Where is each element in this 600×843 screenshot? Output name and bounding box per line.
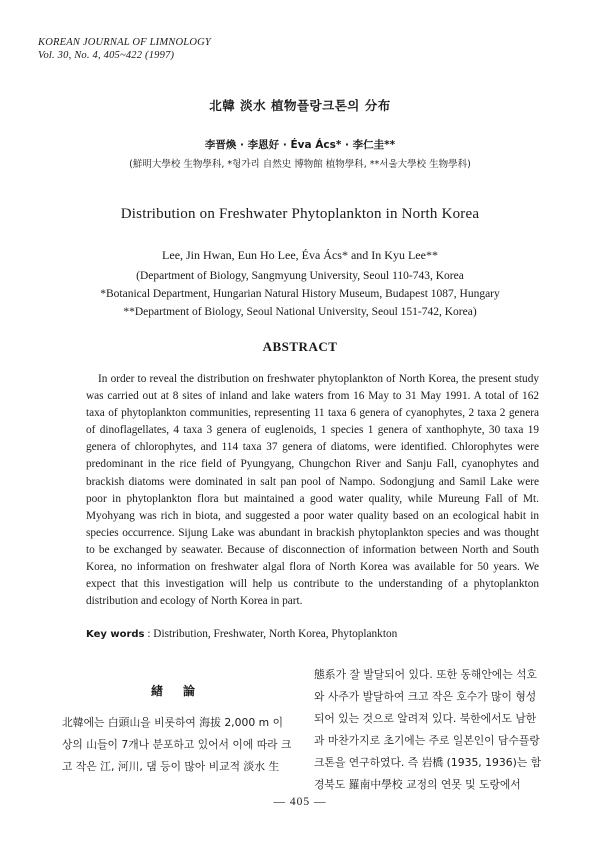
english-authors: Lee, Jin Hwan, Eun Ho Lee, Éva Ács* and In Kyu Lee** <box>162 248 438 262</box>
text-line: 상의 山들이 7개나 분포하고 있어서 이에 따라 크 <box>62 738 292 751</box>
affiliation-line: **Department of Biology, Seoul National University, Seoul 151-742, Korea) <box>123 306 477 318</box>
text-line: 크톤을 연구하였다. 즉 岩橋 (1935, 1936)는 함 <box>314 756 542 769</box>
korean-authors: 李晋煥 · 李恩好 · Éva Ács* · 李仁圭** <box>204 139 396 151</box>
abstract-body: In order to reveal the distribution on freshwater phytoplankton of North Korea, the present study was carried out at 8 sites of inland and lake waters from 16 May to 31 May 1991. A total of 162 taxa of phytoplankton communities, representing 11 taxa 6 genera of cyanophytes, 2 taxa 2 genera of dinoflagellates, 4 taxa 3 genera of euglenoids, 1 species 1 genera of xanthophyte, 30 taxa 19 genera of chlorophytes, and 114 taxa 37 genera of diatoms, were identified. Chlorophytes were predominant in the rice field of Pyungyang, Chungchon River and Sanju Fall, cyanophytes and brackish diatoms were dominated in salt pan pool of Nampo. Sodongjung and Samil Lake were poor in phytoplankton flora but maintained a good water quality, while Mureung Fall of Mt. Myohyang was rich in biota, and suggested a poor water quality based on an ecological habit in species occurrence. Sijung Lake was abundant in brackish phytoplankton species and was thought to be exchanged by seawater. Because of disconnection of information between North and South Korea, no information on freshwater algal flora of North Korea was available for 50 years. We expect that this investigation will help us contribute to the understanding of a phytoplankton distribution and ecology of North Korea in part. <box>86 373 539 608</box>
english-title: Distribution on Freshwater Phytoplankton in North Korea <box>120 206 480 222</box>
affiliation-line: (Department of Biology, Sangmyung University, Seoul 110-743, Korea <box>136 270 464 282</box>
text-line: 北韓에는 白頭山을 비롯하여 海拔 2,000 m 이 <box>62 716 284 729</box>
section-heading: 緖論 <box>150 684 215 698</box>
text-line: 와 사주가 발달하여 크고 작은 호수가 많이 형성 <box>314 690 537 703</box>
text-line: 態系가 잘 발달되어 있다. 또한 동해안에는 석호 <box>314 668 537 681</box>
page-number: — 405 — <box>273 796 327 808</box>
korean-title: 北韓 淡水 植物플랑크톤의 分布 <box>209 98 391 113</box>
keywords-list: : Distribution, Freshwater, North Korea, Phytoplankton <box>147 628 398 640</box>
journal-header <box>38 36 211 62</box>
text-line: 경북도 羅南中學校 교정의 연못 및 도랑에서 <box>314 778 521 791</box>
journal-name: KOREAN JOURNAL OF LIMNOLOGY <box>38 37 211 48</box>
text-line: 되어 있는 것으로 알려져 있다. 북한에서도 남한 <box>314 712 537 725</box>
keywords <box>86 628 397 640</box>
text-line: 과 마찬가지로 초기에는 주로 일본인이 담수플랑 <box>314 734 540 747</box>
affiliation-line: *Botanical Department, Hungarian Natural History Museum, Budapest 1087, Hungary <box>100 288 500 300</box>
intro-right-column <box>314 664 552 796</box>
keywords-label: Key words <box>86 629 145 640</box>
abstract-heading: ABSTRACT <box>262 339 338 354</box>
korean-affiliations: (鮮明大學校 生物學科, *헝가리 自然史 博物館 植物學科, **서울大學校 生物學科) <box>129 159 471 170</box>
intro-left-column <box>62 712 304 778</box>
text-line: 고 작은 江, 河川, 댐 등이 많아 비교적 淡水 生 <box>62 760 280 773</box>
journal-volume: Vol. 30, No. 4, 405~422 (1997) <box>38 50 175 61</box>
